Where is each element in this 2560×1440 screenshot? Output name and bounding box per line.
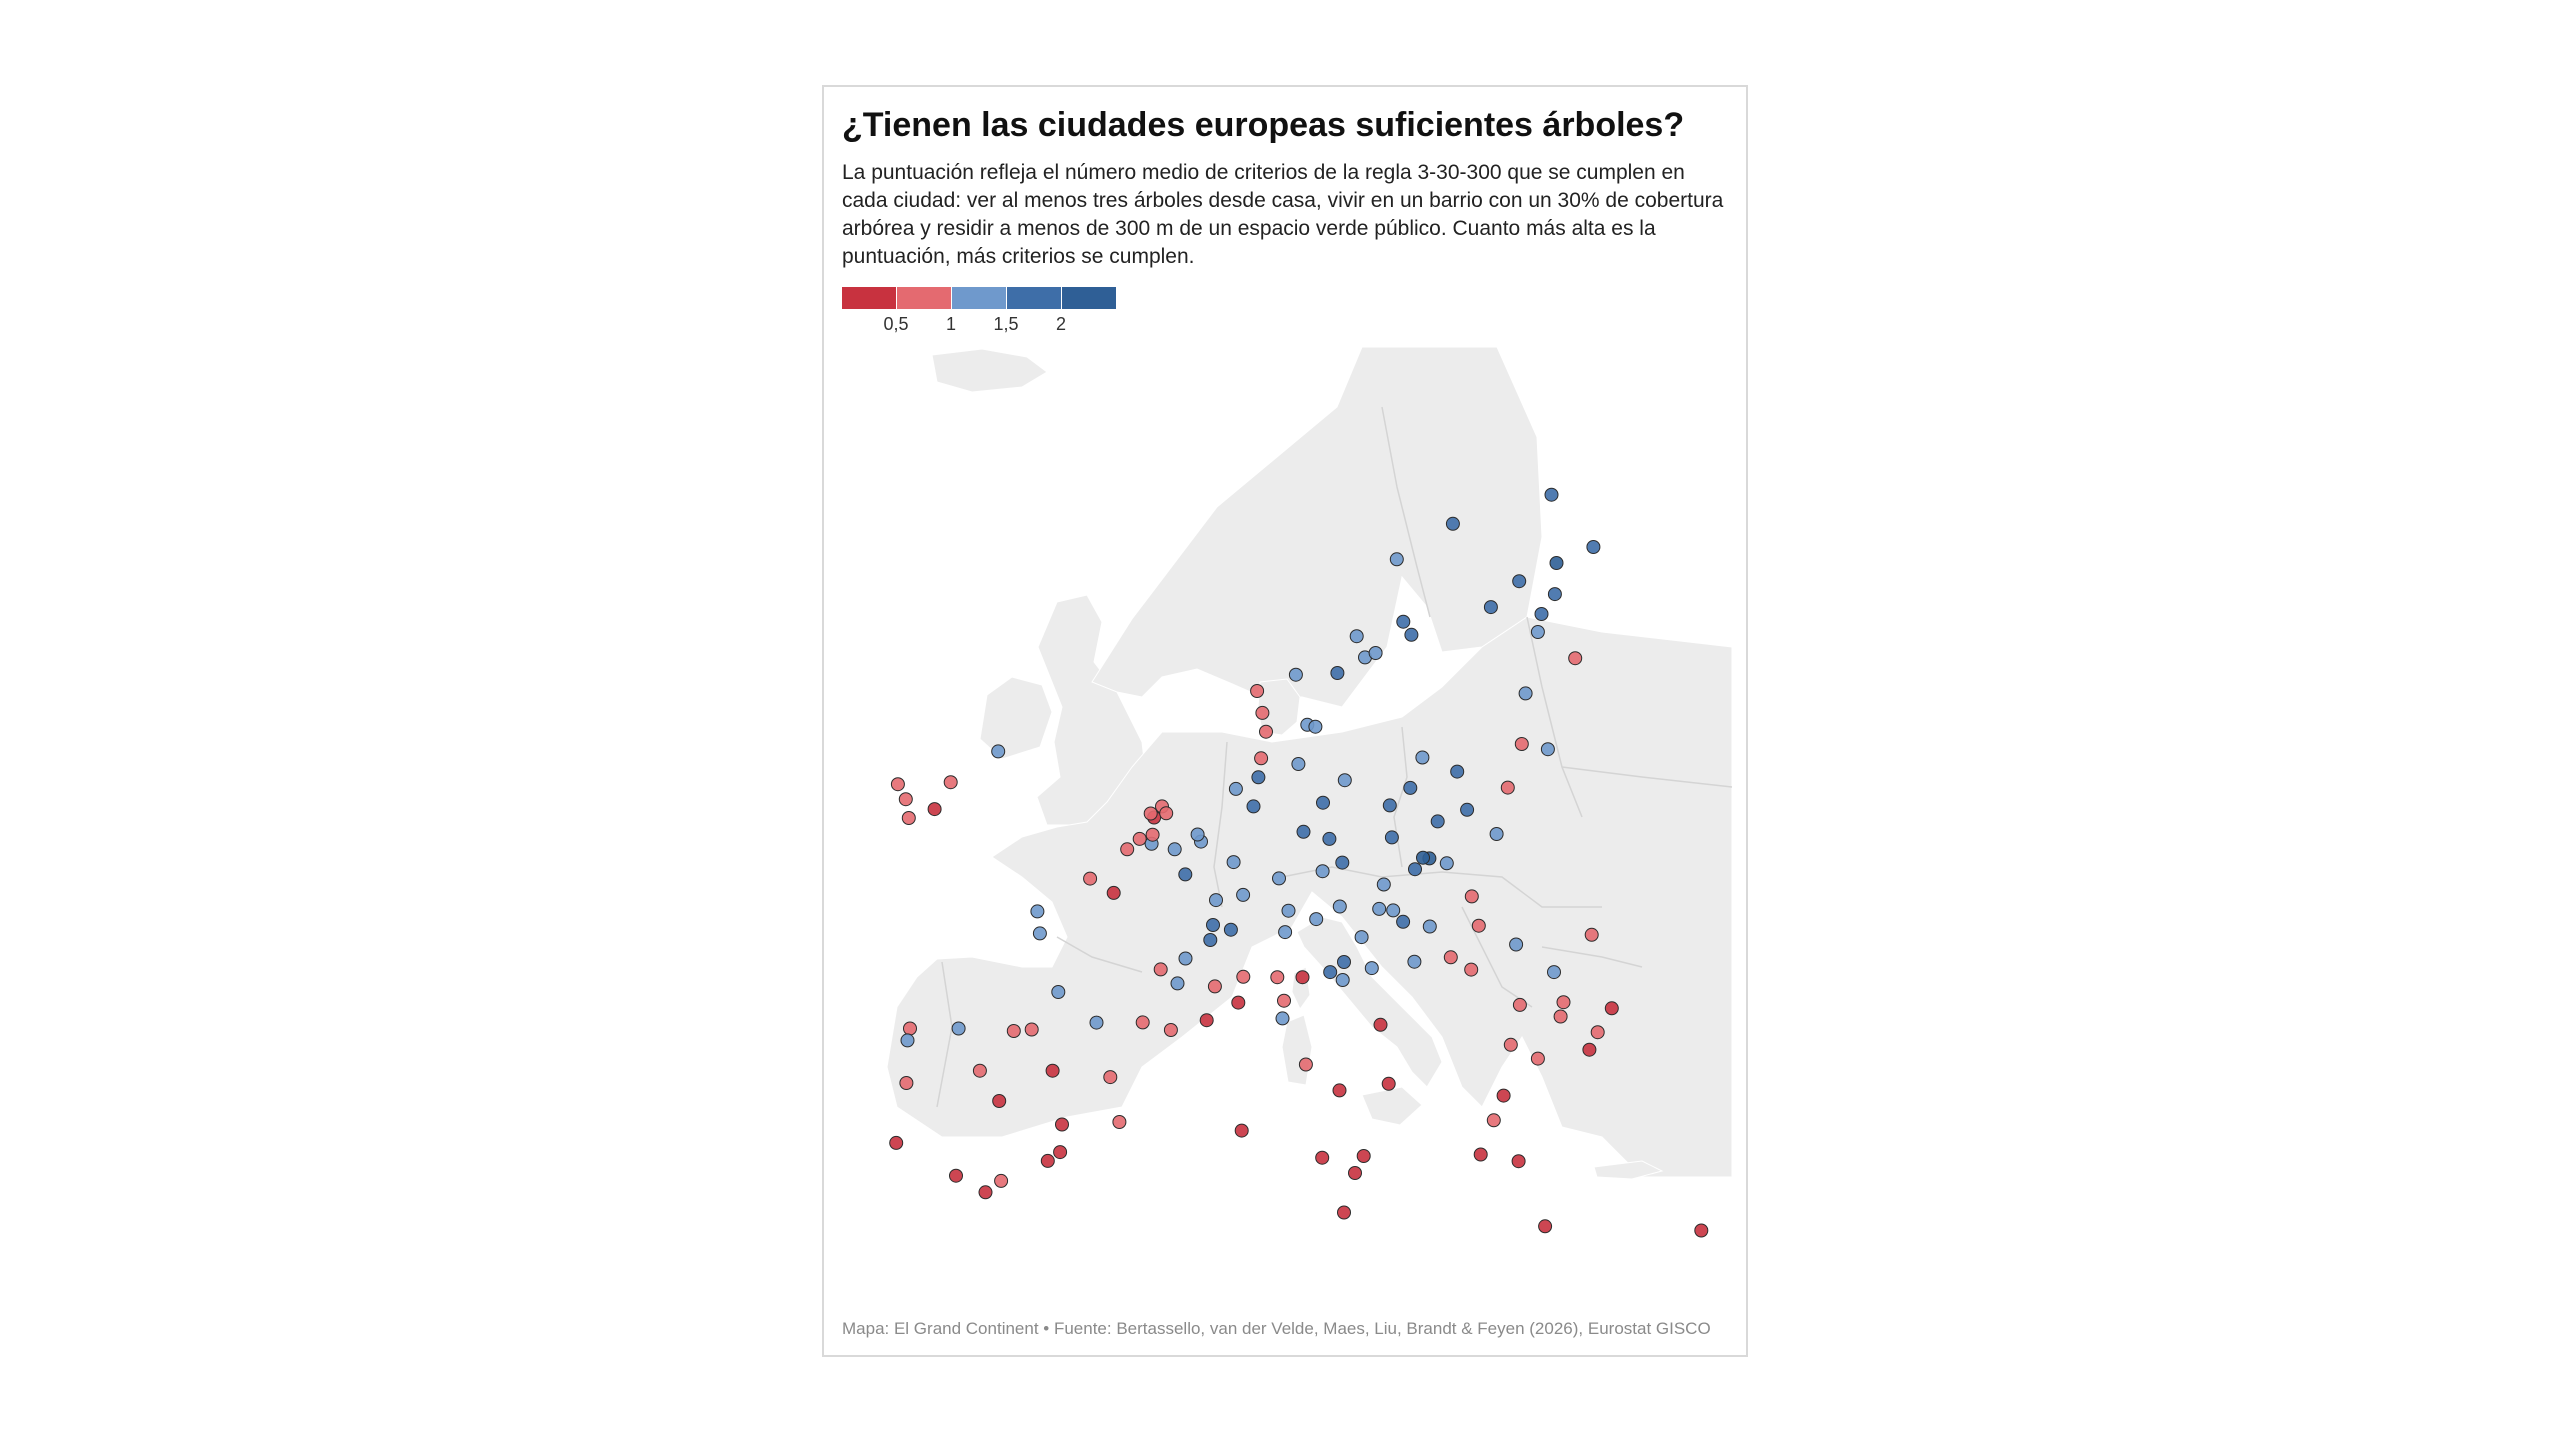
city-point (1224, 923, 1237, 936)
map-card (822, 85, 1748, 1357)
city-point (1056, 1118, 1069, 1131)
city-point (1160, 807, 1173, 820)
city-point (1252, 771, 1265, 784)
city-point (1316, 1151, 1329, 1164)
city-point (1179, 868, 1192, 881)
city-point (1397, 615, 1410, 628)
city-point (952, 1022, 965, 1035)
city-point (1472, 919, 1485, 932)
city-point (1487, 1114, 1500, 1127)
city-point (1007, 1025, 1020, 1038)
city-point (1317, 796, 1330, 809)
city-point (1316, 865, 1329, 878)
city-point (995, 1174, 1008, 1187)
city-point (1408, 955, 1421, 968)
city-point (1465, 890, 1478, 903)
city-point (1033, 927, 1046, 940)
city-point (900, 1077, 913, 1090)
city-point (1531, 1052, 1544, 1065)
city-point (1338, 956, 1351, 969)
city-point (1276, 1012, 1289, 1025)
city-point (1504, 1038, 1517, 1051)
city-point (1451, 765, 1464, 778)
city-point (1390, 553, 1403, 566)
city-point (1292, 758, 1305, 771)
city-point (1247, 800, 1260, 813)
city-point (1385, 831, 1398, 844)
city-point (1279, 926, 1292, 939)
city-point (1207, 919, 1220, 932)
city-point (1324, 966, 1337, 979)
city-point (1440, 857, 1453, 870)
city-point (1052, 986, 1065, 999)
city-point (1548, 966, 1561, 979)
city-point (1548, 588, 1561, 601)
city-point (1210, 894, 1223, 907)
city-point (1136, 1016, 1149, 1029)
city-point (992, 745, 1005, 758)
legend-swatch-1 (897, 287, 951, 309)
legend-tick-2: 1,5 (993, 314, 1019, 334)
city-point (1113, 1116, 1126, 1129)
city-point (1501, 781, 1514, 794)
land-sicily (1362, 1087, 1422, 1125)
legend-swatch-2 (952, 287, 1006, 309)
city-point (1168, 843, 1181, 856)
city-point (1232, 996, 1245, 1009)
city-point (1387, 904, 1400, 917)
legend-swatch-3 (1007, 287, 1061, 309)
city-point (1299, 1058, 1312, 1071)
city-point (901, 1034, 914, 1047)
city-point (1417, 851, 1430, 864)
city-point (1338, 774, 1351, 787)
city-point (1255, 752, 1268, 765)
city-point (1133, 832, 1146, 845)
city-point (904, 1022, 917, 1035)
city-point (1497, 1089, 1510, 1102)
city-point (1409, 863, 1422, 876)
europe-map (842, 347, 1732, 1247)
city-point (1583, 1043, 1596, 1056)
land-layer (887, 347, 1732, 1179)
city-point (1541, 743, 1554, 756)
legend-swatch-0 (842, 287, 896, 309)
city-point (902, 812, 915, 825)
city-point (1251, 685, 1264, 698)
city-point (993, 1095, 1006, 1108)
color-legend (842, 287, 1122, 335)
city-point (1512, 1155, 1525, 1168)
city-point (1405, 628, 1418, 641)
legend-tick-1: 1 (945, 314, 957, 334)
city-point (1310, 913, 1323, 926)
city-point (1377, 878, 1390, 891)
city-point (1278, 994, 1291, 1007)
city-point (1041, 1154, 1054, 1167)
land-scandinavia (1092, 347, 1542, 707)
city-point (1208, 980, 1221, 993)
city-point (1587, 541, 1600, 554)
city-point (1146, 828, 1159, 841)
city-point (899, 793, 912, 806)
city-point (1025, 1023, 1038, 1036)
city-point (1397, 915, 1410, 928)
city-point (1355, 931, 1368, 944)
city-point (1260, 725, 1273, 738)
legend-swatch-4 (1062, 287, 1116, 309)
city-point (1513, 575, 1526, 588)
city-point (1200, 1014, 1213, 1027)
city-point (1271, 971, 1284, 984)
city-point (1171, 977, 1184, 990)
city-point (1484, 601, 1497, 614)
city-point (1531, 626, 1544, 639)
city-point (1569, 652, 1582, 665)
map-title: ¿Tienen las ciudades europeas suficientes árboles? (842, 106, 1685, 144)
city-point (1237, 970, 1250, 983)
city-point (1309, 720, 1322, 733)
city-point (1591, 1026, 1604, 1039)
city-point (1336, 974, 1349, 987)
city-point (1336, 856, 1349, 869)
city-point (1490, 828, 1503, 841)
city-point (1369, 647, 1382, 660)
city-point (890, 1136, 903, 1149)
city-point (1423, 920, 1436, 933)
city-point (1519, 687, 1532, 700)
city-point (1365, 962, 1378, 975)
city-point (1446, 517, 1459, 530)
city-point (1144, 807, 1157, 820)
city-point (1444, 951, 1457, 964)
city-point (1554, 1010, 1567, 1023)
city-point (1333, 1084, 1346, 1097)
city-point (1515, 738, 1528, 751)
land-iceland (932, 349, 1047, 392)
city-point (979, 1186, 992, 1199)
city-point (973, 1064, 986, 1077)
city-point (1373, 902, 1386, 915)
city-point (1557, 996, 1570, 1009)
city-point (1191, 828, 1204, 841)
city-point (944, 776, 957, 789)
city-point (891, 778, 904, 791)
city-point (1090, 1016, 1103, 1029)
city-point (1431, 815, 1444, 828)
city-point (1054, 1146, 1067, 1159)
city-point (1695, 1224, 1708, 1237)
city-point (1605, 1002, 1618, 1015)
city-point (1084, 872, 1097, 885)
city-point (1296, 971, 1309, 984)
land-ireland (980, 677, 1052, 759)
city-point (1121, 843, 1134, 856)
city-point (928, 803, 941, 816)
city-point (1461, 803, 1474, 816)
city-point (1046, 1064, 1059, 1077)
city-point (1465, 963, 1478, 976)
city-point (1154, 963, 1167, 976)
city-point (1323, 832, 1336, 845)
city-point (1382, 1077, 1395, 1090)
city-point (1031, 905, 1044, 918)
city-point (1513, 998, 1526, 1011)
city-point (1510, 938, 1523, 951)
city-point (1297, 825, 1310, 838)
city-point (1374, 1018, 1387, 1031)
city-point (1256, 706, 1269, 719)
city-point (1535, 608, 1548, 621)
city-point (1229, 782, 1242, 795)
city-point (1349, 1167, 1362, 1180)
legend-tick-3: 2 (1055, 314, 1067, 334)
legend-tick-0: 0,5 (883, 314, 909, 334)
city-point (1350, 630, 1363, 643)
city-point (1550, 557, 1563, 570)
city-point (1289, 668, 1302, 681)
city-point (1227, 856, 1240, 869)
city-point (1357, 1150, 1370, 1163)
europe-map-svg (842, 347, 1732, 1247)
city-point (1282, 904, 1295, 917)
city-point (1585, 928, 1598, 941)
map-subtitle: La puntuación refleja el número medio de criterios de la regla 3-30-300 que se cumplen en cada ciudad: ver al menos tres árboles desde casa, vivir en un barrio con un 30% de cobertura arbórea y residir a menos de 300 m de un espacio verde público. Cuanto más alta es la puntuación, más criterios se cumplen. (842, 161, 1724, 268)
city-point (950, 1169, 963, 1182)
city-point (1338, 1206, 1351, 1219)
city-point (1273, 872, 1286, 885)
map-source-footer: Mapa: El Grand Continent • Fuente: Bertassello, van der Velde, Maes, Liu, Brandt & Feyen (2026), Eurostat GISCO (842, 1319, 1711, 1338)
city-point (1539, 1220, 1552, 1233)
land-sardinia (1282, 1015, 1312, 1085)
city-point (1416, 751, 1429, 764)
city-point (1164, 1024, 1177, 1037)
city-point (1235, 1124, 1248, 1137)
city-point (1545, 488, 1558, 501)
city-point (1204, 934, 1217, 947)
city-point (1333, 900, 1346, 913)
city-point (1237, 888, 1250, 901)
city-point (1474, 1148, 1487, 1161)
city-point (1107, 886, 1120, 899)
city-point (1179, 952, 1192, 965)
city-point (1331, 667, 1344, 680)
city-point (1404, 781, 1417, 794)
city-point (1104, 1071, 1117, 1084)
city-point (1383, 799, 1396, 812)
